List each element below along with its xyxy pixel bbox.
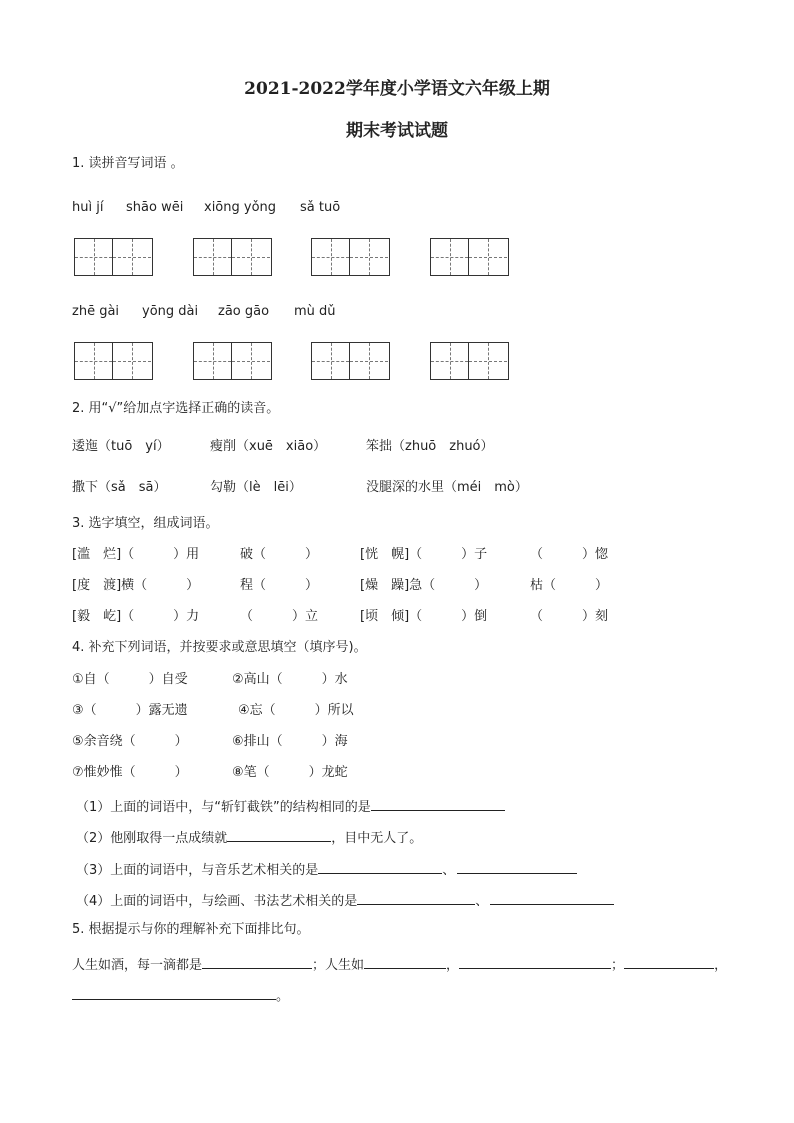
q5-text-c: ，	[446, 958, 460, 973]
q4-sub3	[76, 860, 577, 879]
q3-item[interactable]: 破（ ）	[240, 547, 319, 562]
q3-item[interactable]: 程（ ）	[240, 578, 319, 593]
q3-item[interactable]: [恍 幌]（ ）子	[360, 547, 488, 562]
q4-item[interactable]: ①自（ ）自受	[72, 672, 188, 687]
q4-sub1	[76, 797, 505, 816]
q2-item-1[interactable]: 逶迤（tuō yí）	[72, 439, 170, 454]
q3-item[interactable]: [顷 倾]（ ）倒	[360, 609, 488, 624]
q4-sub2-blank[interactable]	[227, 828, 331, 842]
q2-item-5[interactable]: 勾勒（lè lēi）	[210, 480, 302, 495]
q2-item-2[interactable]: 瘦削（xuē xiāo）	[210, 439, 327, 454]
q3-item[interactable]: [燥 躁]急（ ）	[360, 578, 488, 593]
q3-item[interactable]: [度 渡]横（ ）	[72, 578, 200, 593]
q2-item-3[interactable]: 笨拙（zhuō zhuó）	[366, 439, 494, 454]
q3-item[interactable]: [滥 烂]（ ）用	[72, 547, 200, 562]
q5-blank-3[interactable]	[459, 955, 611, 969]
q5-line2	[72, 986, 289, 1005]
q4-item[interactable]: ③（ ）露无遗	[72, 703, 188, 718]
q5-text-b: ；人生如	[312, 958, 365, 973]
q4-sub2	[76, 828, 422, 847]
q4-sub2-text-a: （2）他刚取得一点成绩就	[76, 831, 228, 846]
q1-pinyin-1: huì jí	[72, 200, 104, 215]
q4-item[interactable]: ⑤余音绕（ ）	[72, 734, 188, 749]
q4-sub3-blank-2[interactable]	[457, 860, 577, 874]
q1-pinyin-7: zāo gāo	[218, 304, 270, 319]
q4-item[interactable]: ④忘（ ）所以	[238, 703, 354, 718]
q1-pinyin-2: shāo wēi	[126, 200, 184, 215]
q4-sub3-blank-1[interactable]	[318, 860, 442, 874]
q4-item[interactable]: ②高山（ ）水	[232, 672, 348, 687]
q4-item[interactable]: ⑧笔（ ）龙蛇	[232, 765, 348, 780]
q4-sub4-sep: 、	[475, 894, 489, 909]
q1-heading: 1. 读拼音写词语 。	[72, 156, 184, 171]
answer-grid-8[interactable]	[430, 342, 509, 380]
q3-item[interactable]: （ ）惚	[530, 547, 609, 562]
q4-sub1-text: （1）上面的词语中，与“斩钉截铁”的结构相同的是	[76, 800, 371, 815]
q5-line1	[72, 955, 727, 974]
q2-item-4[interactable]: 撒下（sǎ sā）	[72, 480, 167, 495]
q4-sub3-text: （3）上面的词语中，与音乐艺术相关的是	[76, 863, 319, 878]
q4-sub2-text-b: ，目中无人了。	[331, 831, 423, 846]
q4-sub4-text: （4）上面的词语中，与绘画、书法艺术相关的是	[76, 894, 358, 909]
answer-grid-1[interactable]	[74, 238, 153, 276]
q1-pinyin-5: zhē gài	[72, 304, 120, 319]
q4-sub4-blank-2[interactable]	[490, 891, 614, 905]
q4-sub4-blank-1[interactable]	[357, 891, 475, 905]
q5-text-a: 人生如酒，每一滴都是	[72, 958, 203, 973]
q5-text-d: ；	[611, 958, 625, 973]
answer-grid-2[interactable]	[193, 238, 272, 276]
q4-item[interactable]: ⑥排山（ ）海	[232, 734, 348, 749]
q5-heading: 5. 根据提示与你的理解补充下面排比句。	[72, 922, 310, 937]
answer-grid-3[interactable]	[311, 238, 390, 276]
q4-sub1-blank[interactable]	[371, 797, 505, 811]
q5-blank-5[interactable]	[72, 986, 276, 1000]
q3-heading: 3. 选字填空，组成词语。	[72, 516, 219, 531]
q4-heading: 4. 补充下列词语，并按要求或意思填空（填序号)。	[72, 640, 367, 655]
q4-item[interactable]: ⑦惟妙惟（ ）	[72, 765, 188, 780]
q5-blank-1[interactable]	[202, 955, 312, 969]
q1-pinyin-8: mù dǔ	[294, 304, 336, 319]
q5-text-e: ，	[714, 958, 728, 973]
page-subtitle: 期末考试试题	[346, 121, 448, 141]
q2-item-6[interactable]: 没腿深的水里（méi mò）	[366, 480, 528, 495]
page-title: 2021-2022学年度小学语文六年级上期	[244, 79, 550, 99]
q3-item[interactable]: （ ）刻	[530, 609, 609, 624]
q3-item[interactable]: 枯（ ）	[530, 578, 609, 593]
q1-pinyin-4: sǎ tuō	[300, 200, 341, 215]
q1-pinyin-3: xiōng yǒng	[204, 200, 277, 215]
answer-grid-7[interactable]	[311, 342, 390, 380]
answer-grid-6[interactable]	[193, 342, 272, 380]
q5-blank-2[interactable]	[364, 955, 446, 969]
q3-item[interactable]: [毅 屹]（ ）力	[72, 609, 200, 624]
answer-grid-5[interactable]	[74, 342, 153, 380]
q5-blank-4[interactable]	[624, 955, 714, 969]
answer-grid-4[interactable]	[430, 238, 509, 276]
q4-sub4	[76, 891, 614, 910]
q5-end: 。	[276, 989, 290, 1004]
q3-item[interactable]: （ ）立	[240, 609, 319, 624]
q4-sub3-sep: 、	[442, 863, 456, 878]
q1-pinyin-6: yōng dài	[142, 304, 199, 319]
q2-heading: 2. 用“√”给加点字选择正确的读音。	[72, 401, 280, 416]
